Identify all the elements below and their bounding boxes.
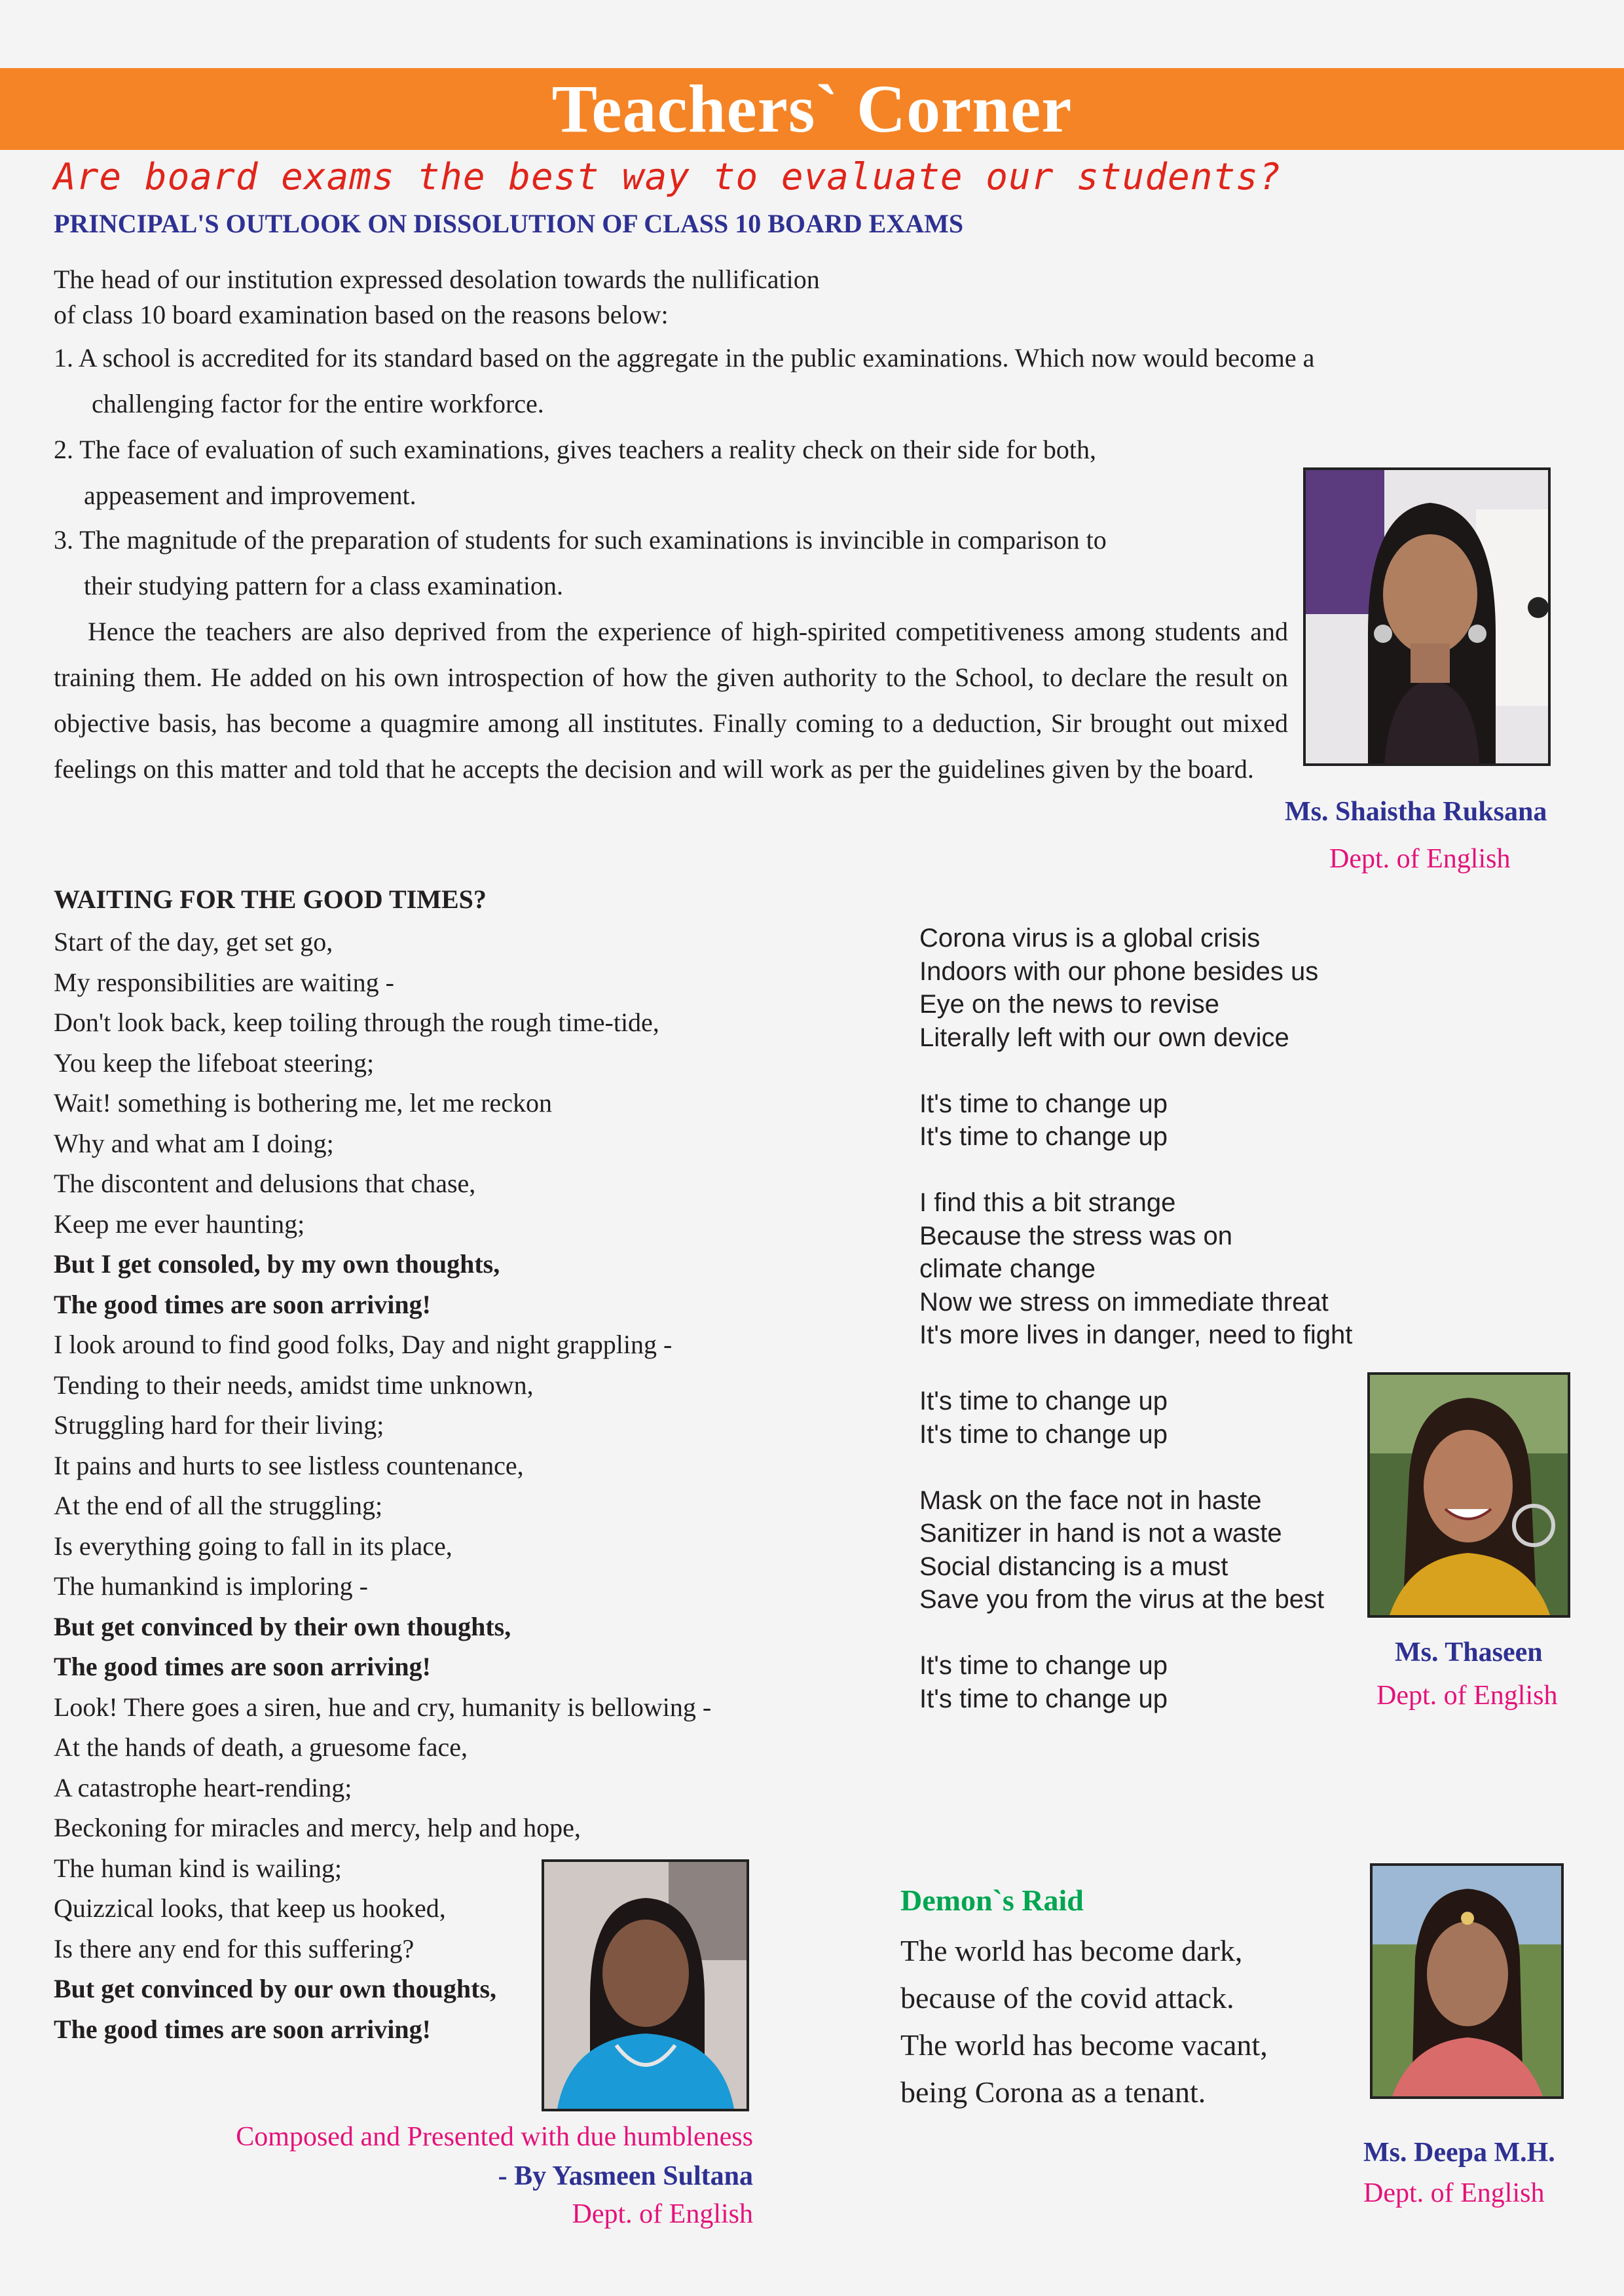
point-2 [54, 427, 1096, 519]
poem-title: WAITING FOR THE GOOD TIMES? [54, 884, 487, 914]
poem-line: The discontent and delusions that chase, [54, 1169, 476, 1198]
portrait-image [544, 1862, 747, 2109]
poem-line: Corona virus is a global crisis [919, 924, 1261, 953]
poem-line: The human kind is wailing; [54, 1853, 342, 1883]
point-line: 1. A school is accredited for its standard based on the aggregate in the public examinations. Which now would become a [54, 343, 1315, 373]
poem-line: But get convinced by their own thoughts, [54, 1611, 511, 1641]
poem-line: Now we stress on immediate threat [919, 1287, 1329, 1317]
poem-line: I find this a bit strange [919, 1188, 1176, 1217]
poem-line: The humankind is imploring - [54, 1571, 368, 1601]
poem-line: It's time to change up [919, 1684, 1168, 1713]
credit-line: Composed and Presented with due humbleness [236, 2122, 753, 2152]
intro-line: of class 10 board examination based on the reasons below: [54, 300, 669, 329]
paragraph-text: Hence the teachers are also deprived from the experience of high-spirited competitiveness among students and training them. He added on his own introspection of how the given authority to the School, to declare the result on objective basis, has become a quagmire among all institutes. Finally coming to a deduction, Sir brought out mixed feelings on this matter and told that he accepts the decision and will work as per the guidelines given by the board. [54, 617, 1288, 784]
portrait-image [1373, 1866, 1561, 2096]
poem-line: At the end of all the struggling; [54, 1491, 383, 1520]
poem-line: Literally left with our own device [919, 1023, 1289, 1052]
author-photo-thaseen [1367, 1372, 1570, 1618]
credit-author: - By Yasmeen Sultana [498, 2161, 753, 2191]
poem-line: Don't look back, keep toiling through the rough time-tide, [54, 1008, 659, 1037]
poem-line: Social distancing is a must [919, 1552, 1228, 1581]
author-name: Ms. Thaseen [1395, 1637, 1543, 1667]
point-line: appeasement and improvement. [84, 481, 416, 510]
poem-line: You keep the lifeboat steering; [54, 1048, 375, 1078]
point-3 [54, 517, 1107, 609]
poem-line: Wait! something is bothering me, let me reckon [54, 1088, 553, 1118]
poem-line: climate change [919, 1254, 1096, 1283]
poem-body-3 [900, 1927, 1268, 2116]
poem-line: But I get consoled, by my own thoughts, [54, 1249, 500, 1279]
header-banner [0, 68, 1624, 150]
poem-line: It's time to change up [919, 1089, 1168, 1118]
poem-body-2 [919, 922, 1352, 1715]
poem-line: Keep me ever haunting; [54, 1209, 305, 1239]
poem-line [919, 1616, 1352, 1650]
credit-dept: Dept. of English [572, 2199, 753, 2229]
poem-line: Is everything going to fall in its place, [54, 1531, 452, 1561]
poem-line: Mask on the face not in haste [919, 1485, 1262, 1515]
poem-line: At the hands of death, a gruesome face, [54, 1732, 468, 1762]
poem-line: Indoors with our phone besides us [919, 957, 1319, 986]
poem-line: Tending to their needs, amidst time unknown, [54, 1370, 534, 1400]
poem-line: The good times are soon arriving! [54, 1652, 431, 1681]
poem-line: But get convinced by our own thoughts, [54, 1974, 497, 2003]
poem-line: It's time to change up [919, 1122, 1168, 1151]
point-line: 2. The face of evaluation of such examinations, gives teachers a reality check on their side for both, [54, 435, 1097, 464]
poem-line: I look around to find good folks, Day and night grappling - [54, 1330, 673, 1359]
author-photo-deepa [1370, 1863, 1564, 2099]
intro-line: The head of our institution expressed desolation towards the nullification [54, 264, 820, 294]
article-paragraph [54, 609, 1288, 792]
poem-line: being Corona as a tenant. [900, 2075, 1206, 2109]
poem-line: The world has become vacant, [900, 2028, 1268, 2062]
portrait-image [1370, 1375, 1568, 1615]
poem-line: Eye on the news to revise [919, 990, 1220, 1019]
poem-line: Struggling hard for their living; [54, 1410, 384, 1440]
poem-line: Look! There goes a siren, hue and cry, humanity is bellowing - [54, 1692, 712, 1722]
point-1 [54, 335, 1314, 427]
author-photo-yasmeen [542, 1859, 749, 2111]
poem-line [919, 1054, 1352, 1087]
poem-line: The good times are soon arriving! [54, 2014, 431, 2044]
author-photo-shaistha [1303, 467, 1551, 766]
poem-line: It pains and hurts to see listless countenance, [54, 1450, 524, 1480]
poem-line: Quizzical looks, that keep us hooked, [54, 1893, 446, 1923]
poem-line: Start of the day, get set go, [54, 927, 333, 957]
poem-line [919, 1154, 1352, 1187]
article-subheading: PRINCIPAL'S OUTLOOK ON DISSOLUTION OF CLASS 10 BOARD EXAMS [54, 209, 964, 238]
article-intro [54, 262, 1298, 333]
poem-line: because of the covid attack. [900, 1981, 1234, 2014]
poem-line: Beckoning for miracles and mercy, help and hope, [54, 1813, 581, 1842]
poem-line: Save you from the virus at the best [919, 1585, 1325, 1614]
poem-line [919, 1451, 1352, 1484]
poem-line: Because the stress was on [919, 1221, 1233, 1250]
poem-line: Is there any end for this suffering? [54, 1933, 415, 1963]
author-name: Ms. Deepa M.H. [1363, 2138, 1555, 2168]
poem-line: The world has become dark, [900, 1934, 1243, 1967]
poem-line: Sanitizer in hand is not a waste [919, 1519, 1282, 1548]
point-line: challenging factor for the entire workforce. [92, 389, 544, 418]
author-dept: Dept. of English [1363, 2178, 1545, 2208]
poem-title-3: Demon`s Raid [900, 1884, 1084, 1917]
poem-line [919, 1352, 1352, 1385]
point-line: their studying pattern for a class examination. [84, 571, 564, 600]
poem-line: It's time to change up [919, 1419, 1168, 1449]
portrait-image [1306, 470, 1548, 763]
poem-line: My responsibilities are waiting - [54, 967, 394, 997]
article-question: Are board exams the best way to evaluate our students? [54, 156, 1282, 198]
author-name: Ms. Shaistha Ruksana [1285, 797, 1547, 827]
author-dept: Dept. of English [1376, 1681, 1558, 1711]
author-dept: Dept. of English [1329, 844, 1511, 874]
poem-line: The good times are soon arriving! [54, 1289, 431, 1319]
poem-line: It's time to change up [919, 1651, 1168, 1680]
page-title: Teachers` Corner [551, 71, 1073, 147]
poem-line: Why and what am I doing; [54, 1128, 334, 1158]
point-line: 3. The magnitude of the preparation of students for such examinations is invincible in comparison to [54, 525, 1107, 555]
poem-line: It's time to change up [919, 1387, 1168, 1415]
poem-line: A catastrophe heart-rending; [54, 1772, 352, 1802]
poem-line: It's more lives in danger, need to fight [919, 1321, 1353, 1349]
